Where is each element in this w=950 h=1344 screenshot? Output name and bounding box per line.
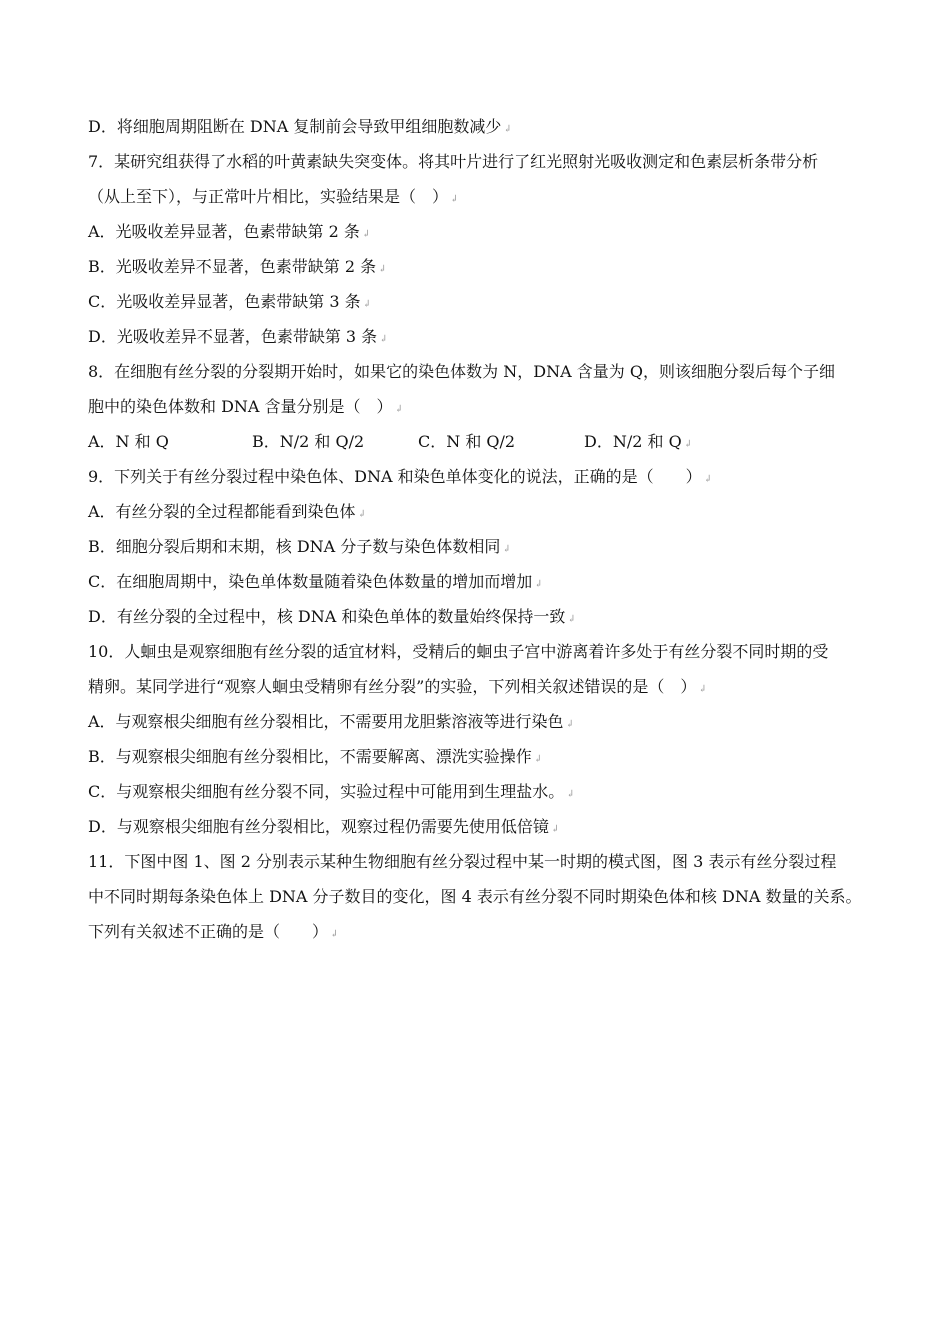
q8-stem-line-2: 胞中的染色体数和 DNA 含量分别是（ ） ↲ xyxy=(88,397,403,416)
q8-option-c: C．N 和 Q/2 xyxy=(418,432,516,451)
q10-stem-line-1: 10．人蛔虫是观察细胞有丝分裂的适宜材料，受精后的蛔虫子宫中游离着许多处于有丝分裂不同时期的受 xyxy=(88,642,829,661)
q8-option-d: D．N/2 和 Q ↲ xyxy=(584,432,693,451)
q10-option-d: D．与观察根尖细胞有丝分裂相比，观察过程仍需要先使用低倍镜 ↲ xyxy=(88,817,560,836)
q7-stem-line-1: 7．某研究组获得了水稻的叶黄素缺失突变体。将其叶片进行了红光照射光吸收测定和色素层析条带分析 xyxy=(88,152,819,171)
q7-stem-line-2: （从上至下），与正常叶片相比，实验结果是（ ） ↲ xyxy=(88,187,459,206)
q10-stem-line-2: 精卵。某同学进行“观察人蛔虫受精卵有丝分裂”的实验，下列相关叙述错误的是（ ） ↲ xyxy=(88,677,707,696)
q6-option-d: D．将细胞周期阻断在 DNA 复制前会导致甲组细胞数减少 ↲ xyxy=(88,117,512,136)
q10-option-c: C．与观察根尖细胞有丝分裂不同，实验过程中可能用到生理盐水。 ↲ xyxy=(88,782,575,801)
q8-options-row xyxy=(88,432,788,452)
q7-option-d: D．光吸收差异不显著，色素带缺第 3 条 ↲ xyxy=(88,327,388,346)
q11-stem-line-3: 下列有关叙述不正确的是（ ） ↲ xyxy=(88,922,339,941)
q7-option-b: B．光吸收差异不显著，色素带缺第 2 条 ↲ xyxy=(88,257,387,276)
q9-option-c: C．在细胞周期中，染色单体数量随着染色体数量的增加而增加 ↲ xyxy=(88,572,543,591)
q9-stem: 9．下列关于有丝分裂过程中染色体、DNA 和染色单体变化的说法，正确的是（ ） ↲ xyxy=(88,467,713,486)
q9-option-b: B．细胞分裂后期和末期，核 DNA 分子数与染色体数相同 ↲ xyxy=(88,537,511,556)
q10-option-a: A．与观察根尖细胞有丝分裂相比，不需要用龙胆紫溶液等进行染色 ↲ xyxy=(88,712,574,731)
q10-option-b: B．与观察根尖细胞有丝分裂相比，不需要解离、漂洗实验操作 ↲ xyxy=(88,747,543,766)
q8-option-b: B．N/2 和 Q/2 xyxy=(252,432,365,451)
q8-stem-line-1: 8．在细胞有丝分裂的分裂期开始时，如果它的染色体数为 N，DNA 含量为 Q，则该细胞分裂后每个子细 xyxy=(88,362,835,381)
q11-stem-line-1: 11．下图中图 1、图 2 分别表示某种生物细胞有丝分裂过程中某一时期的模式图，图 3 表示有丝分裂过程 xyxy=(88,852,837,871)
q8-option-a: A．N 和 Q xyxy=(88,432,169,451)
q7-option-c: C．光吸收差异显著，色素带缺第 3 条 ↲ xyxy=(88,292,371,311)
q9-option-d: D．有丝分裂的全过程中，核 DNA 和染色单体的数量始终保持一致 ↲ xyxy=(88,607,576,626)
q7-option-a: A．光吸收差异显著，色素带缺第 2 条 ↲ xyxy=(88,222,371,241)
q9-option-a: A．有丝分裂的全过程都能看到染色体 ↲ xyxy=(88,502,366,521)
q11-stem-line-2: 中不同时期每条染色体上 DNA 分子数目的变化，图 4 表示有丝分裂不同时期染色体和核 DNA 数量的关系。 xyxy=(88,887,862,906)
